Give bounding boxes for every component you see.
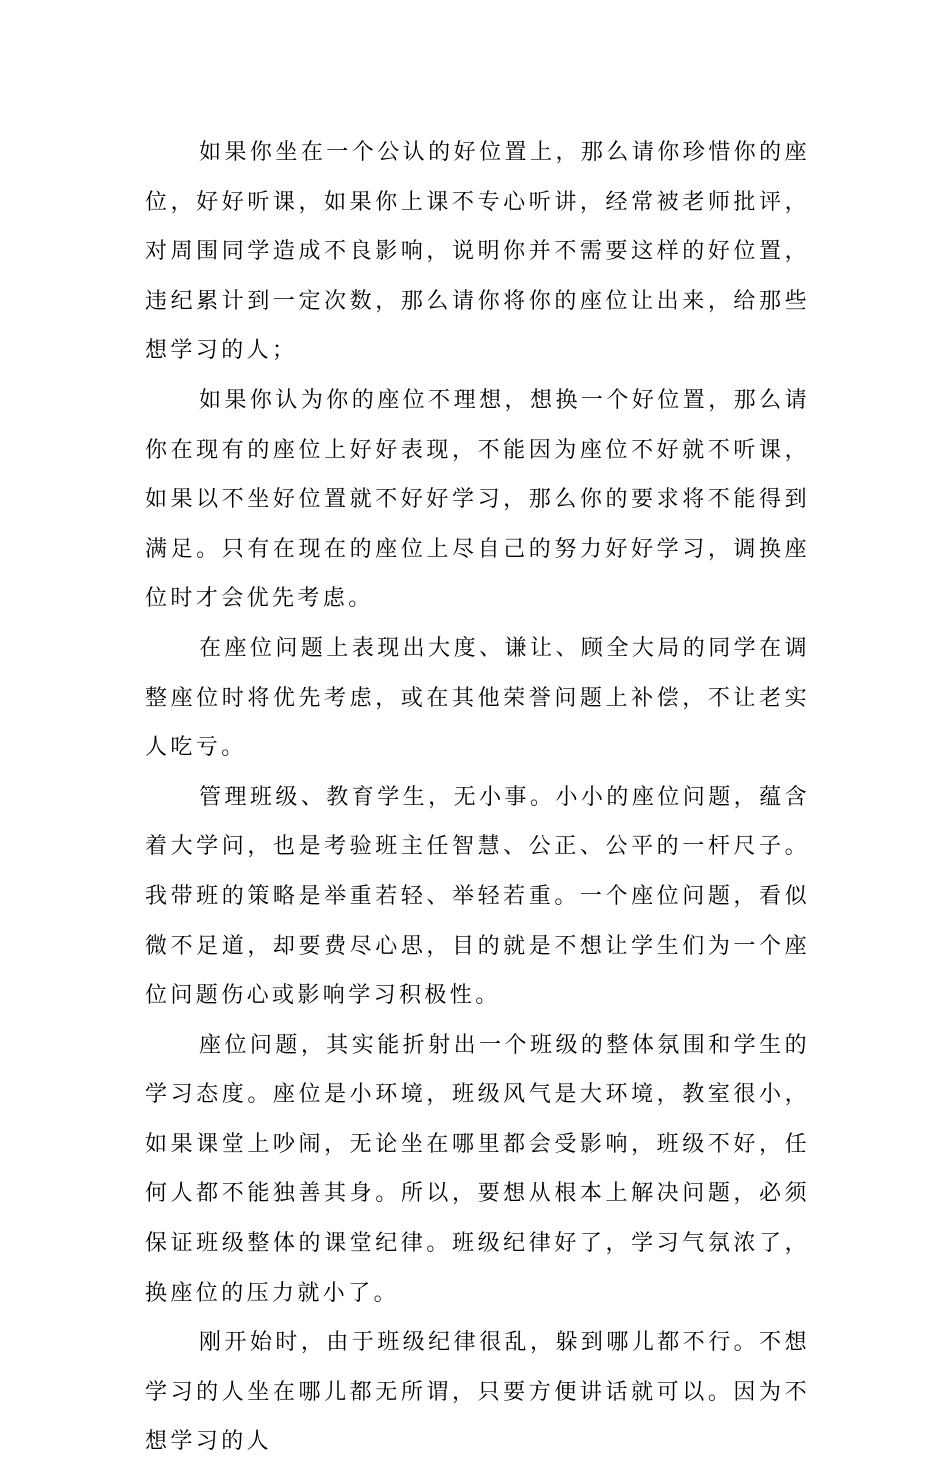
body-text	[145, 128, 810, 1467]
paragraph-6: 刚开始时，由于班级纪律很乱，躲到哪儿都不行。不想学习的人坐在哪儿都无所谓，只要方便讲话就可以。因为不想学习的人	[145, 1330, 810, 1455]
paragraph-1: 如果你坐在一个公认的好位置上，那么请你珍惜你的座位，好好听课，如果你上课不专心听讲，经常被老师批评，对周围同学造成不良影响，说明你并不需要这样的好位置，违纪累计到一定次数，那么请你将你的座位让出来，给那些想学习的人；	[145, 140, 810, 364]
paragraph-5: 座位问题，其实能折射出一个班级的整体氛围和学生的学习态度。座位是小环境，班级风气是大环境，教室很小，如果课堂上吵闹，无论坐在哪里都会受影响，班级不好，任何人都不能独善其身。所以，要想从根本上解决问题，必须保证班级整体的课堂纪律。班级纪律好了，学习气氛浓了，换座位的压力就小了。	[145, 1032, 810, 1306]
paragraph-2: 如果你认为你的座位不理想，想换一个好位置，那么请你在现有的座位上好好表现，不能因为座位不好就不听课，如果以不坐好位置就不好好学习，那么你的要求将不能得到满足。只有在现在的座位上尽自己的努力好好学习，调换座位时才会优先考虑。	[145, 387, 810, 612]
paragraph-4: 管理班级、教育学生，无小事。小小的座位问题，蕴含着大学问，也是考验班主任智慧、公正、公平的一杆尺子。我带班的策略是举重若轻、举轻若重。一个座位问题，看似微不足道，却要费尽心思，目的就是不想让学生们为一个座位问题伤心或影响学习积极性。	[145, 784, 810, 1009]
paragraph-3: 在座位问题上表现出大度、谦让、顾全大局的同学在调整座位时将优先考虑，或在其他荣誉问题上补偿，不让老实人吃亏。	[145, 635, 810, 761]
